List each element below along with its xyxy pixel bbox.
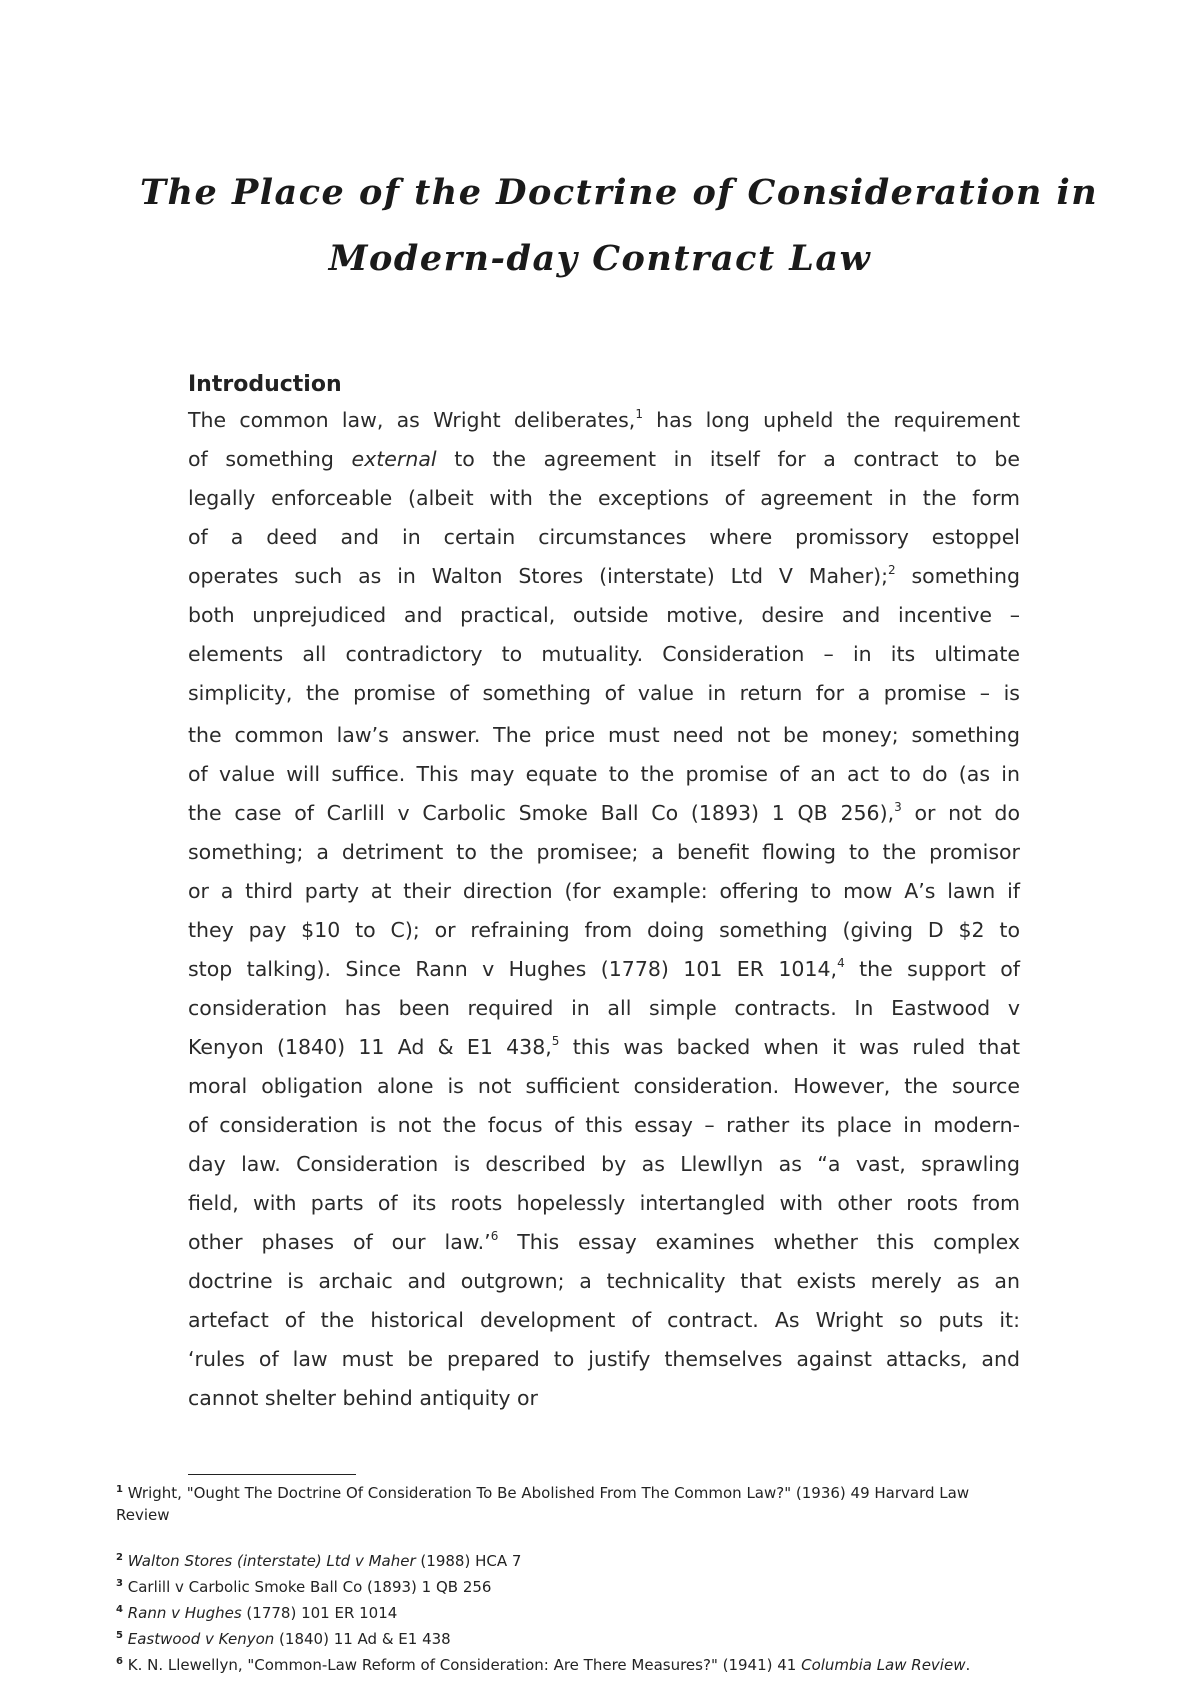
emphasized-text: external	[351, 447, 437, 471]
footnote-separator	[188, 1474, 356, 1475]
body-text-run: the support of	[844, 957, 1020, 981]
footnote-case-name: Rann v Hughes	[127, 1604, 242, 1622]
footnote-text: Wright, "Ought The Doctrine Of Consideration To Be Abolished From The Common Law?" (1936) 49 Harvard Law	[127, 1484, 970, 1502]
footnote-case-name: Eastwood v Kenyon	[127, 1630, 275, 1648]
footnote-number: 6	[116, 1656, 123, 1667]
body-line	[188, 1188, 1020, 1218]
body-text-run: artefact of the historical development of contract. As Wright so puts it:	[188, 1308, 1020, 1332]
body-line	[188, 798, 1020, 828]
body-text-run: or not do	[901, 801, 1020, 825]
body-text-run: this was backed when it was ruled that	[559, 1035, 1020, 1059]
body-text-run: ‘rules of law must be prepared to justify themselves against attacks, and	[188, 1347, 1020, 1371]
body-line	[188, 993, 1020, 1023]
body-text-run: the case of Carlill v Carbolic Smoke Ball Co (1893) 1 QB 256),	[188, 801, 895, 825]
body-line	[188, 915, 1020, 945]
body-text-run: of value will suffice. This may equate to the promise of an act to do (as in	[188, 762, 1020, 786]
body-text-run: to the agreement in itself for a contract to be	[436, 447, 1020, 471]
body-text-run: This essay examines whether this complex	[498, 1230, 1020, 1254]
footnote-text: Review	[116, 1506, 170, 1524]
body-line	[188, 1071, 1020, 1101]
body-line	[188, 1383, 1020, 1413]
document-title-line-1: The Place of the Doctrine of Consideration in	[140, 172, 1099, 213]
body-text-run: elements all contradictory to mutuality. Consideration – in its ultimate	[188, 642, 1020, 666]
body-text-run: stop talking). Since Rann v Hughes (1778) 101 ER 1014,	[188, 957, 838, 981]
footnote-number: 1	[116, 1484, 123, 1495]
footnote-case-name: Walton Stores (interstate) Ltd v Maher	[127, 1552, 416, 1570]
body-line	[188, 1344, 1020, 1374]
body-line	[188, 876, 1020, 906]
footnote-number: 5	[116, 1630, 123, 1641]
footnote-reference: 1	[635, 407, 643, 421]
footnote-text: Carlill v Carbolic Smoke Ball Co (1893) 1 QB 256	[127, 1578, 492, 1596]
body-text-run: of a deed and in certain circumstances where promissory estoppel	[188, 525, 1020, 549]
body-text-run: of something	[188, 447, 352, 471]
footnote-text: K. N. Llewellyn, "Common-Law Reform of Consideration: Are There Measures?" (1941) 41	[127, 1656, 802, 1674]
footnote-number: 3	[116, 1578, 123, 1589]
body-text-run: something; a detriment to the promisee; a benefit flowing to the promisor	[188, 840, 1020, 864]
footnote-2	[116, 1550, 1076, 1572]
body-text-run: they pay $10 to C); or refraining from doing something (giving D $2 to	[188, 918, 1020, 942]
footnote-case-name: Columbia Law Review	[801, 1656, 966, 1674]
body-text-run: something	[895, 564, 1021, 588]
body-text-run: legally enforceable (albeit with the exceptions of agreement in the form	[188, 486, 1020, 510]
body-text-run: cannot shelter behind antiquity or	[188, 1386, 538, 1410]
footnote-reference: 3	[894, 800, 902, 814]
footnote-text: (1988) HCA 7	[415, 1552, 522, 1570]
body-line	[188, 600, 1020, 630]
body-text-run: The common law, as Wright deliberates,	[188, 408, 636, 432]
body-line	[188, 561, 1020, 591]
section-heading: Introduction	[188, 372, 342, 397]
body-text-run: doctrine is archaic and outgrown; a technicality that exists merely as an	[188, 1269, 1020, 1293]
footnote-reference: 4	[837, 956, 845, 970]
footnote-reference: 5	[551, 1034, 560, 1048]
body-line	[188, 1266, 1020, 1296]
body-text-run: operates such as in Walton Stores (interstate) Ltd V Maher);	[188, 564, 888, 588]
footnote-text: (1840) 11 Ad & E1 438	[274, 1630, 451, 1648]
body-line	[188, 405, 1020, 435]
footnote-number: 4	[116, 1604, 123, 1615]
body-text-run: has long upheld the requirement	[642, 408, 1020, 432]
body-line	[188, 678, 1020, 708]
document-title-line-2: Modern-day Contract Law	[328, 238, 872, 279]
body-text-run: day law. Consideration is described by as Llewllyn as “a vast, sprawling	[188, 1152, 1020, 1176]
body-text-run: the common law’s answer. The price must need not be money; something	[188, 723, 1020, 747]
body-line	[188, 954, 1020, 984]
body-line	[188, 522, 1020, 552]
body-line	[188, 639, 1020, 669]
body-text-run: of consideration is not the focus of this essay – rather its place in modern-	[188, 1113, 1020, 1137]
body-text-run: moral obligation alone is not sufficient consideration. However, the source	[188, 1074, 1020, 1098]
body-line	[188, 483, 1020, 513]
footnote-reference: 2	[887, 563, 896, 577]
body-line	[188, 444, 1020, 474]
body-line	[188, 1305, 1020, 1335]
body-text-run: consideration has been required in all simple contracts. In Eastwood v	[188, 996, 1020, 1020]
body-line	[188, 1032, 1020, 1062]
body-text-run: simplicity, the promise of something of value in return for a promise – is	[188, 681, 1020, 705]
body-text-run: field, with parts of its roots hopelessly intertangled with other roots from	[188, 1191, 1020, 1215]
footnote-4	[116, 1602, 1076, 1624]
body-line	[188, 1227, 1020, 1257]
body-text-run: other phases of our law.’	[188, 1230, 491, 1254]
footnote-text: .	[965, 1656, 971, 1674]
footnote-6	[116, 1654, 1076, 1676]
body-line	[188, 720, 1020, 750]
body-line	[188, 759, 1020, 789]
footnote-1	[116, 1482, 1076, 1526]
footnote-3	[116, 1576, 1076, 1598]
footnote-5	[116, 1628, 1076, 1650]
body-text-run: both unprejudiced and practical, outside motive, desire and incentive –	[188, 603, 1020, 627]
footnote-reference: 6	[490, 1229, 499, 1243]
body-text-run: Kenyon (1840) 11 Ad & E1 438,	[188, 1035, 552, 1059]
footnote-number: 2	[116, 1552, 123, 1563]
footnote-text: (1778) 101 ER 1014	[241, 1604, 398, 1622]
body-line	[188, 1110, 1020, 1140]
body-line	[188, 1149, 1020, 1179]
body-line	[188, 837, 1020, 867]
body-text-run: or a third party at their direction (for example: offering to mow A’s lawn if	[188, 879, 1020, 903]
